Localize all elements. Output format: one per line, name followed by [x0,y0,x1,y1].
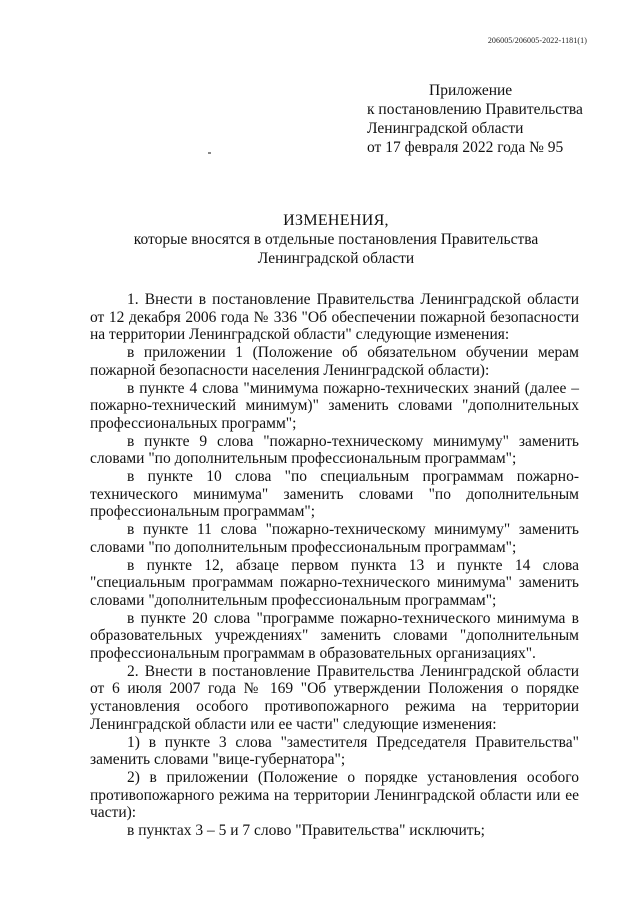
title-subtitle-line-1: которые вносятся в отдельные постановления Правительства [133,231,539,248]
body-paragraph-2: в приложении 1 (Положение об обязательном обучении мерам пожарной безопасности населения Ленинградской области): [90,344,579,379]
appendix-header [367,81,583,157]
body-paragraph-4: в пункте 9 слова "пожарно-техническому минимуму" заменить словами "по дополнительным профессиональным программам"; [90,432,579,468]
body-paragraph-11: 2) в приложении (Положение о порядке установления особого противопожарного режима на территории Ленинградской области или ее части): [90,768,579,822]
body-paragraph-9: 2. Внести в постановление Правительства Ленинградской области от 6 июля 2007 года № 169 "Об утверждении Положения о порядке установления особого противопожарного режима на территории Ленинградской области или ее части" следующие изменения: [90,662,579,733]
body-paragraph-1: 1. Внести в постановление Правительства Ленинградской области от 12 декабря 2006 года № 336 "Об обеспечении пожарной безопасности на территории Ленинградской области" следующие изменения: [90,291,579,344]
body-paragraph-3: в пункте 4 слова "минимума пожарно-технических знаний (далее – пожарно-технический минимум)" заменить словами "дополнительных профессиональных программ"; [90,379,579,432]
body-paragraph-12: в пунктах 3 – 5 и 7 слово "Правительства" исключить; [127,822,485,840]
body-paragraph-5: в пункте 10 слова "по специальным программам пожарно-технического минимума" заменить словами "по дополнительным профессиональным программам"; [90,468,579,521]
body-paragraph-10: 1) в пункте 3 слова "заместителя Председателя Правительства" заменить словами "вице-губернатора"; [90,733,579,769]
document-title [0,211,640,268]
appendix-line-1: Приложение [429,82,513,99]
document-registration-number: 206005/206005-2022-1181(1) [487,36,587,45]
appendix-line-4: от 17 февраля 2022 года № 95 [367,139,564,156]
body-paragraph-8: в пункте 20 слова "программе пожарно-технического минимума в образовательных учреждениях" заменить словами "дополнительным профессиональным программам в образовательных организациях". [90,609,579,663]
body-paragraph-7: в пункте 12, абзаце первом пункта 13 и пункте 14 слова "специальным программам пожарно-технического минимума" заменить словами "дополнительным профессиональным программам"; [90,556,579,609]
scan-speck [208,152,211,154]
title-heading: ИЗМЕНЕНИЯ, [283,212,389,229]
appendix-line-3: Ленинградской области [367,120,524,137]
body-paragraph-6: в пункте 11 слова "пожарно-техническому минимуму" заменить словами "по дополнительным профессиональным программам"; [90,521,579,556]
document-body [90,291,579,840]
appendix-line-2: к постановлению Правительства [367,101,583,118]
title-subtitle-line-2: Ленинградской области [257,250,415,267]
